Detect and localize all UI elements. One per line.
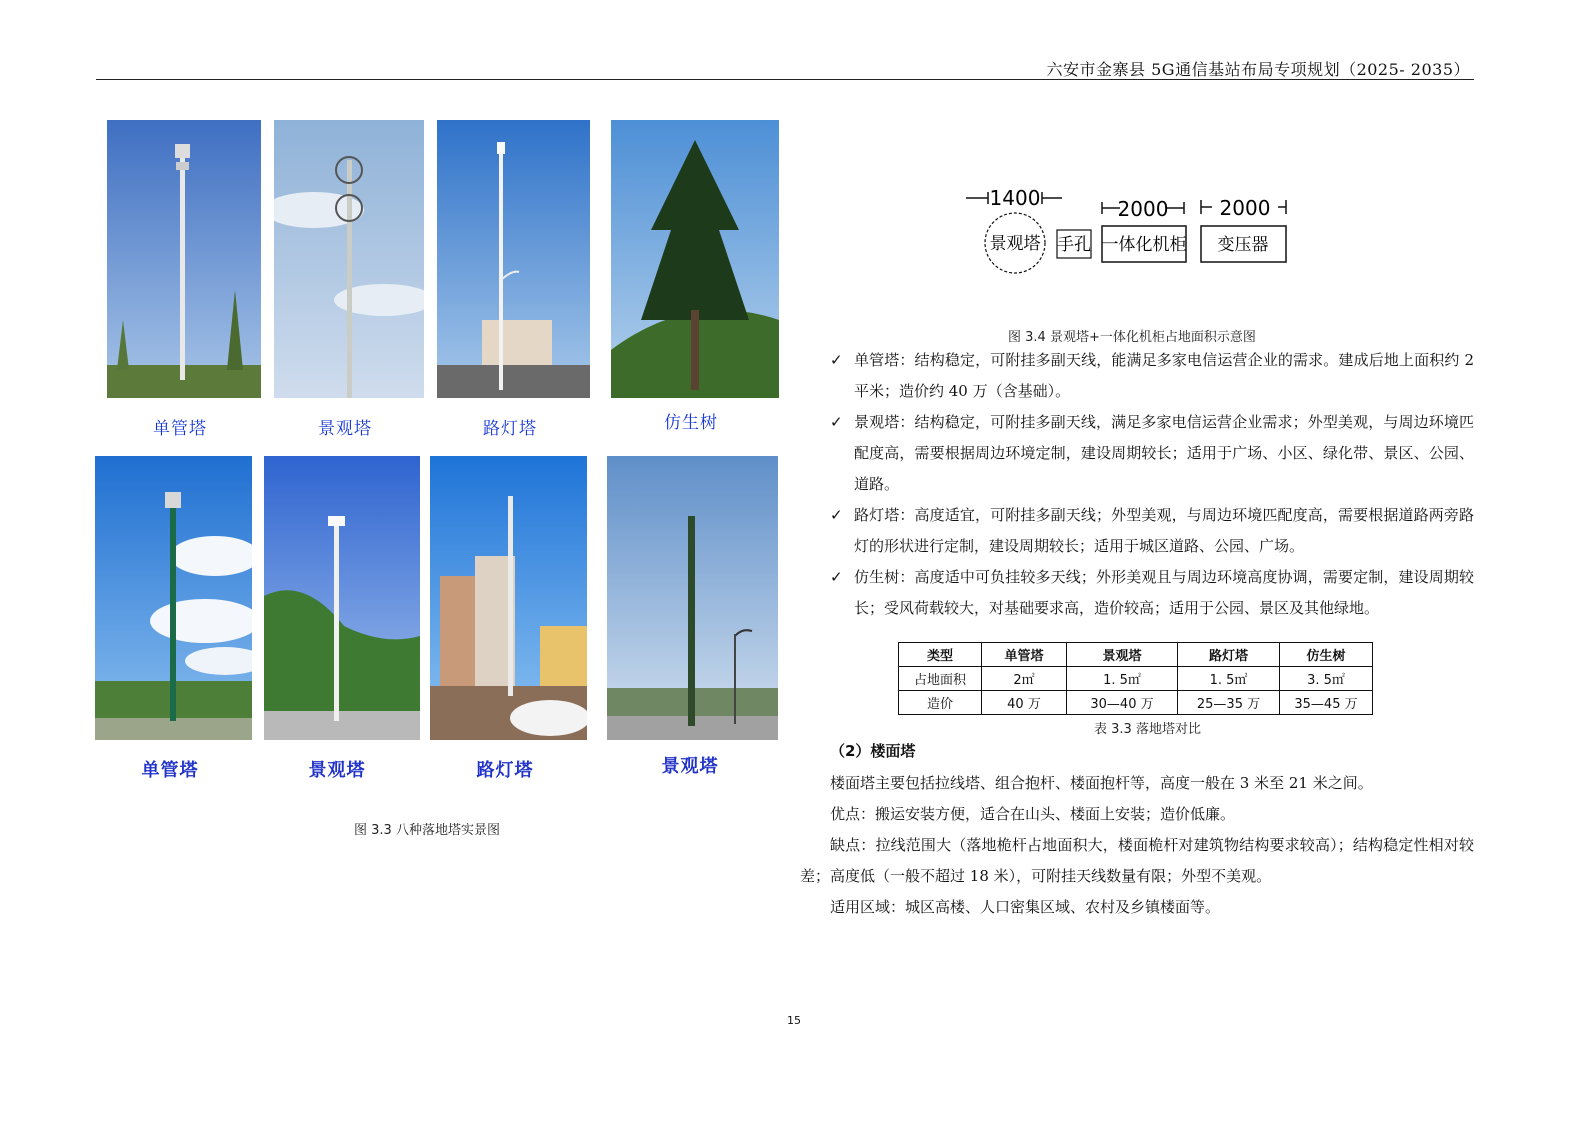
paragraph-advantages: 优点：搬运安装方便，适合在山头、楼面上安装；造价低廉。: [830, 805, 1236, 823]
photo-caption-7: 路灯塔: [476, 760, 534, 781]
bullet-text: 单管塔：结构稳定，可附挂多副天线，能满足多家电信运营企业的需求。建成后地上面积约 2 平米；造价约 40 万（含基础）。: [854, 351, 1474, 400]
table-header-row: [899, 643, 1373, 667]
bullet-bionic-tree: [830, 562, 1474, 624]
table-cell: 35—45 万: [1280, 691, 1373, 715]
table-cell: 30—40 万: [1067, 691, 1178, 715]
table-cell: 25—35 万: [1178, 691, 1280, 715]
photo-caption-4: 仿生树: [664, 413, 718, 433]
diagram-label-landscape-tower: 景观塔: [989, 234, 1041, 254]
paragraph-rooftop-intro: 楼面塔主要包括拉线塔、组合抱杆、楼面抱杆等，高度一般在 3 米至 21 米之间。: [830, 774, 1373, 792]
table-cell: 1. 5㎡: [1067, 667, 1178, 691]
photo-single-pipe-tower-1: [107, 120, 261, 398]
bullet-street-lamp-tower: [830, 500, 1474, 562]
site-footprint-diagram: [960, 180, 1300, 280]
diagram-label-integrated-cabinet: 一体化机柜: [1101, 235, 1187, 255]
check-icon: ✓: [830, 506, 843, 524]
diagram-label-handhole: 手孔: [1057, 235, 1091, 255]
table-cell: 1. 5㎡: [1178, 667, 1280, 691]
photo-single-pipe-tower-2: [95, 456, 252, 740]
table-cell: 占地面积: [899, 667, 982, 691]
photo-street-lamp-tower-2: [430, 456, 587, 740]
bullet-text: 路灯塔：高度适宜，可附挂多副天线；外型美观，与周边环境匹配度高，需要根据道路两旁路灯的形状进行定制，建设周期较长；适用于城区道路、公园、广场。: [854, 506, 1474, 555]
table-3-3-caption: 表 3.3 落地塔对比: [1094, 722, 1201, 737]
table-cell: 40 万: [982, 691, 1067, 715]
dimension-2: 2000: [1117, 197, 1169, 221]
bullet-single-pipe-tower: [830, 345, 1474, 407]
photo-caption-5: 单管塔: [141, 760, 199, 781]
section-heading: （2）楼面塔: [830, 742, 916, 760]
table-header-cell: 类型: [899, 643, 982, 667]
photo-caption-6: 景观塔: [308, 760, 366, 781]
ground-tower-comparison-table: [898, 642, 1373, 715]
document-header-title: 六安市金寨县 5G通信基站布局专项规划（2025- 2035）: [1046, 60, 1470, 79]
photo-caption-2: 景观塔: [318, 419, 372, 439]
check-icon: ✓: [830, 351, 843, 369]
bullet-text: 景观塔：结构稳定，可附挂多副天线，满足多家电信运营企业需求；外型美观，与周边环境匹配度高，需要根据周边环境定制，建设周期较长；适用于广场、小区、绿化带、景区、公园、道路。: [854, 413, 1474, 493]
bullet-text: 仿生树：高度适中可负挂较多天线；外形美观且与周边环境高度协调，需要定制，建设周期较长；受风荷载较大，对基础要求高，造价较高；适用于公园、景区及其他绿地。: [854, 568, 1474, 617]
dimension-3: 2000: [1219, 196, 1271, 220]
table-header-cell: 单管塔: [982, 643, 1067, 667]
photo-street-lamp-tower-1: [437, 120, 590, 398]
table-row: [899, 691, 1373, 715]
diagram-label-transformer: 变压器: [1217, 235, 1269, 255]
bullet-landscape-tower: [830, 407, 1474, 500]
check-icon: ✓: [830, 413, 843, 431]
photo-landscape-tower-1: [274, 120, 424, 398]
figure-3-4-caption: 图 3.4 景观塔+一体化机柜占地面积示意图: [1008, 330, 1256, 345]
table-cell: 造价: [899, 691, 982, 715]
table-cell: 2㎡: [982, 667, 1067, 691]
page-number: 15: [787, 1014, 801, 1027]
table-header-cell: 仿生树: [1280, 643, 1373, 667]
dimension-1: 1400: [989, 186, 1041, 210]
photo-bionic-tree-1: [611, 120, 779, 398]
photo-caption-3: 路灯塔: [483, 419, 537, 439]
table-row: [899, 667, 1373, 691]
check-icon: ✓: [830, 568, 843, 586]
table-header-cell: 景观塔: [1067, 643, 1178, 667]
header-rule: [96, 79, 1474, 80]
photo-landscape-tower-3: [607, 456, 778, 740]
figure-3-3-caption: 图 3.3 八种落地塔实景图: [354, 823, 500, 838]
table-header-cell: 路灯塔: [1178, 643, 1280, 667]
table-cell: 3. 5㎡: [1280, 667, 1373, 691]
photo-landscape-tower-2: [264, 456, 420, 740]
paragraph-disadvantages: 缺点：拉线范围大（落地桅杆占地面积大，楼面桅杆对建筑物结构要求较高）；结构稳定性相对较差；高度低（一般不超过 18 米），可附挂天线数量有限；外型不美观。: [800, 836, 1474, 885]
photo-caption-1: 单管塔: [153, 419, 207, 439]
photo-caption-8: 景观塔: [661, 756, 719, 777]
paragraph-applicable-areas: 适用区域：城区高楼、人口密集区域、农村及乡镇楼面等。: [830, 898, 1221, 916]
